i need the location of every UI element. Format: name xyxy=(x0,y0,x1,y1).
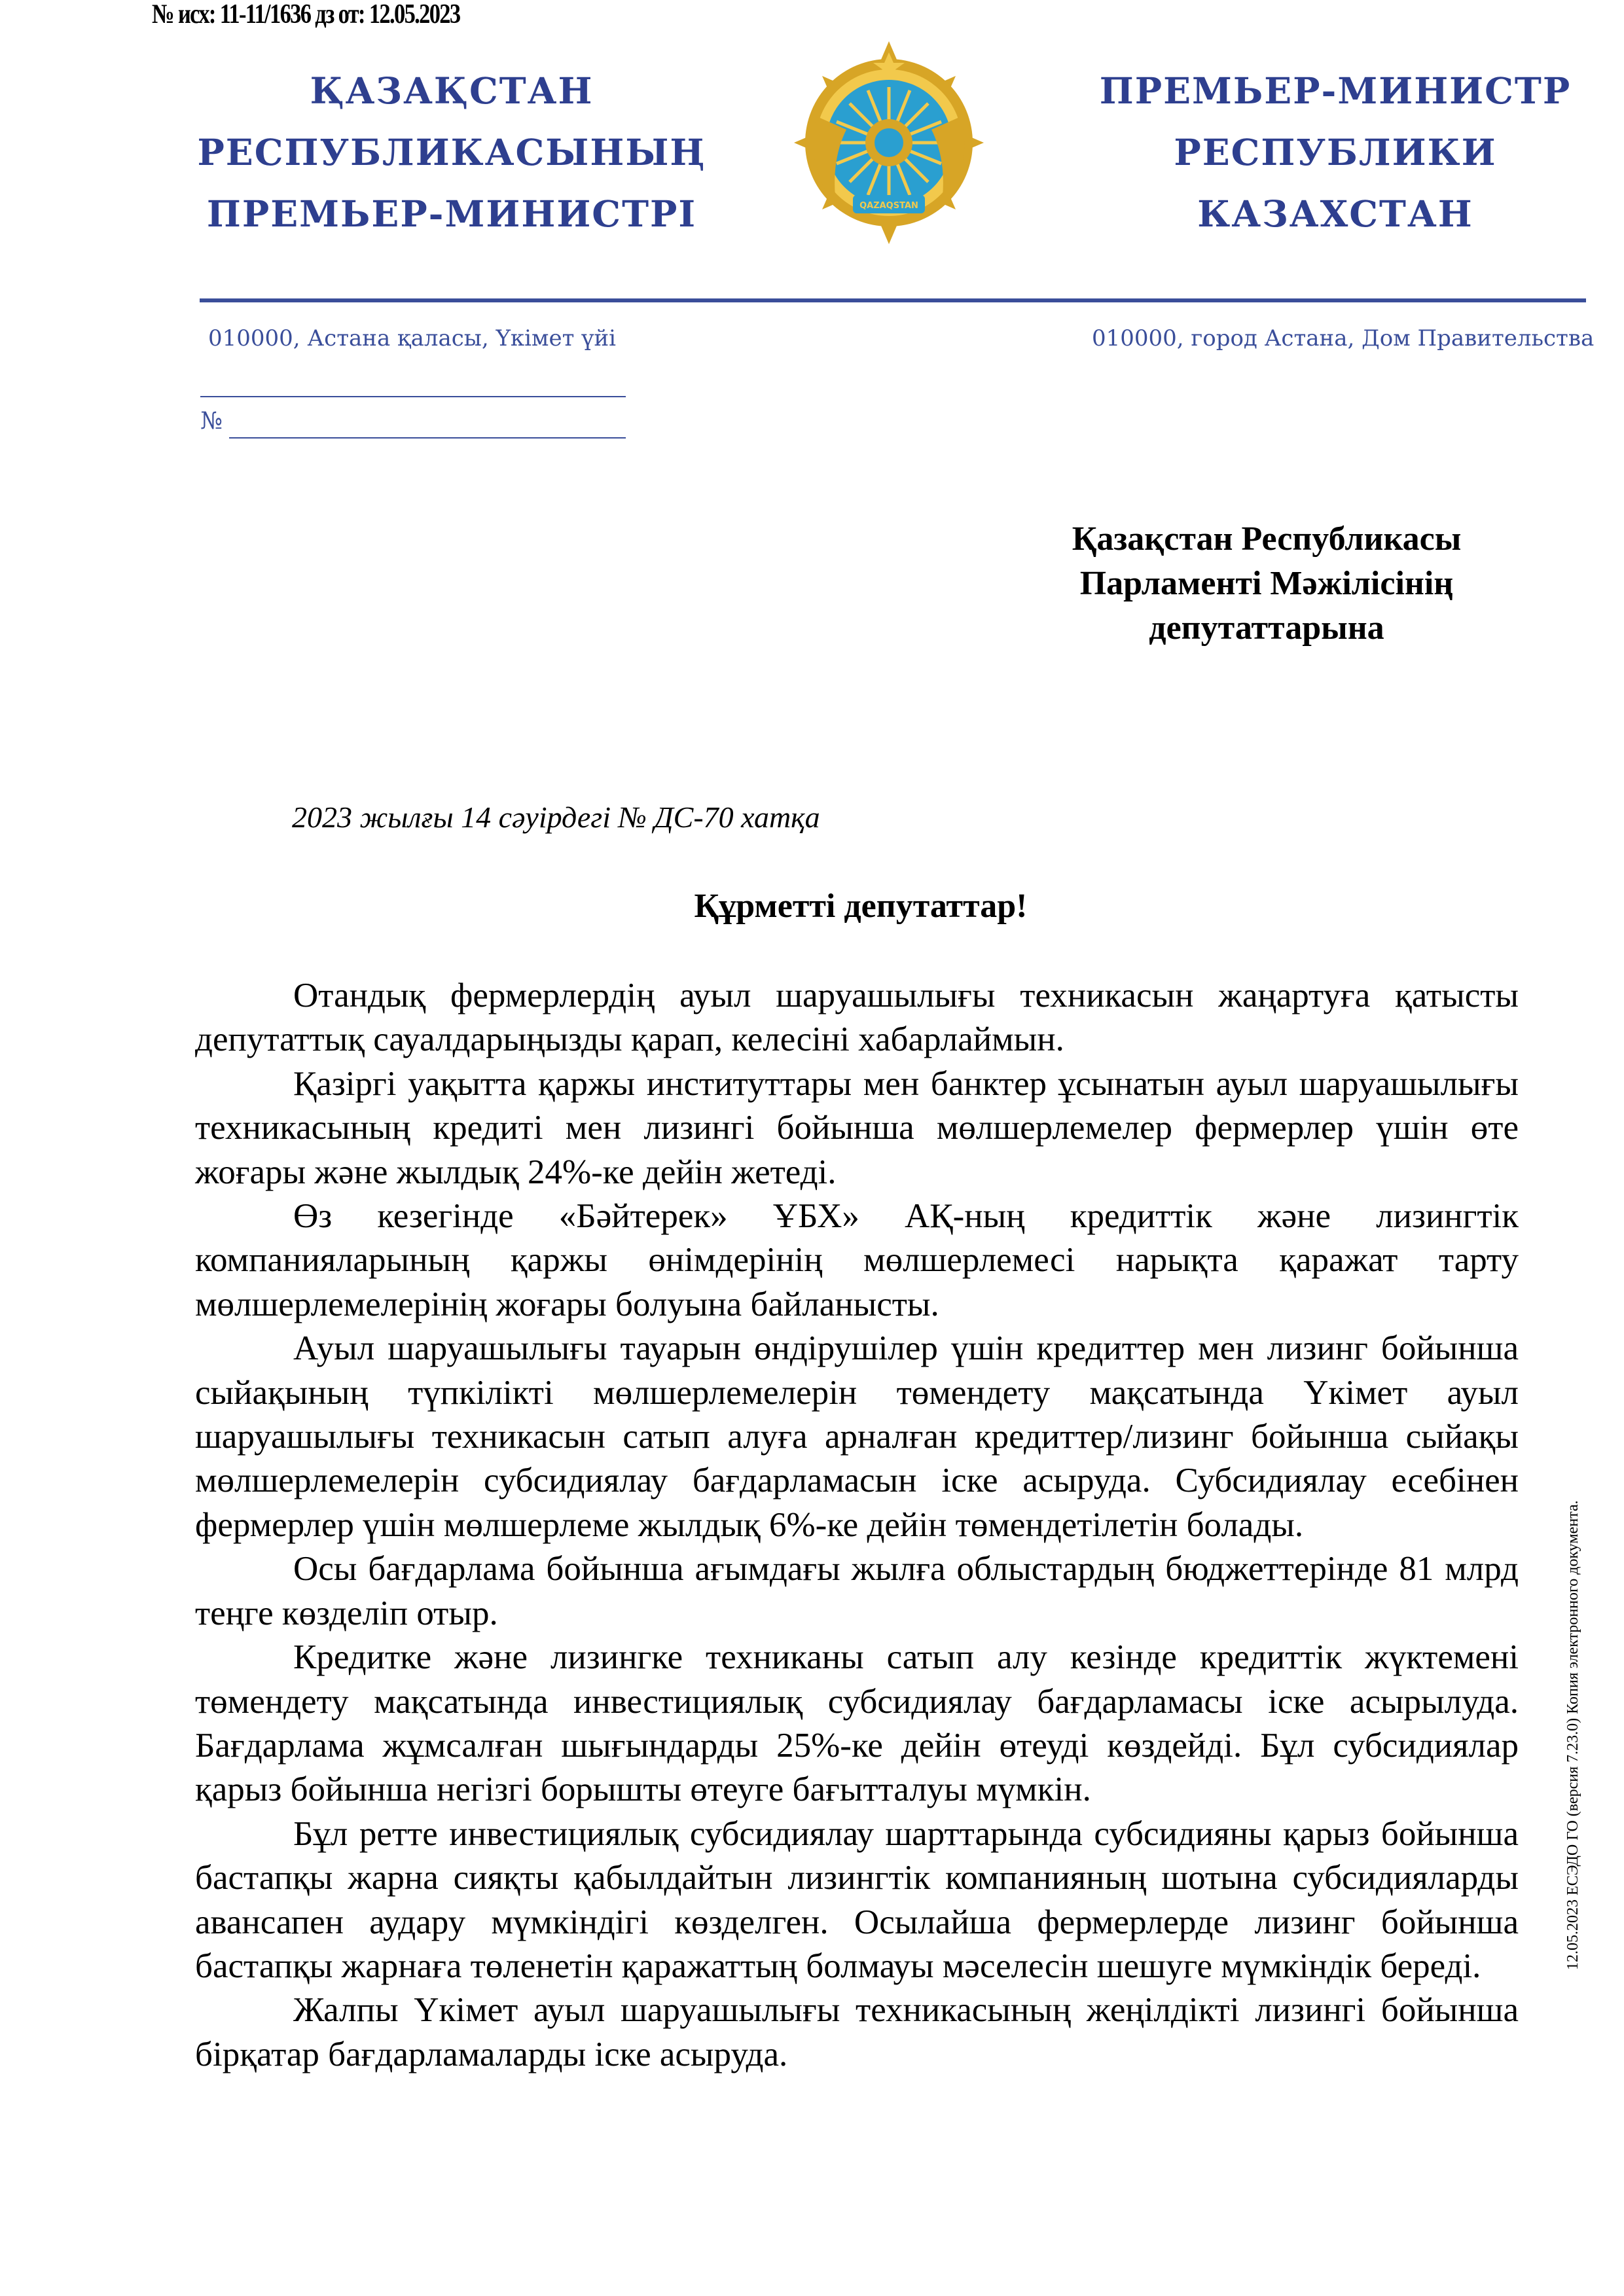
recipient-line-3: депутаттарына xyxy=(1149,609,1384,647)
address-russian: 010000, город Астана, Дом Правительства xyxy=(1092,325,1595,351)
electronic-copy-note: 12.05.2023 ЕСЭДО ГО (версия 7.23.0) Копия электронного документа. xyxy=(1564,1500,1581,1970)
paragraph: Бұл ретте инвестициялық субсидиялау шарттарында субсидияны қарыз бойынша бастапқы жарна сияқты қабылдайтын лизингтік компанияның шотына субсидияларды авансапен аудару мүмкіндігі көзделген. Осылайша фермерлерде лизинг бойынша бастапқы жарнаға төленетін қаражаттың болмауы мәселесін шешуге мүмкіндік береді. xyxy=(195,1814,1519,1985)
header-right-line-1: ПРЕМЬЕР-МИНИСТР xyxy=(1099,69,1572,112)
paragraph: Осы бағдарлама бойынша ағымдағы жылға облыстардың бюджеттерінде 81 млрд теңге көзделіп отыр. xyxy=(195,1550,1519,1632)
header-divider xyxy=(200,298,1586,302)
salutation: Құрметті депутаттар! xyxy=(694,888,1028,925)
reference-line: 2023 жылғы 14 сәуірдегі № ДС-70 хатқа xyxy=(292,800,820,834)
state-emblem-icon xyxy=(791,38,987,247)
emblem-text: QAZAQSTAN xyxy=(859,201,918,211)
paragraph: Жалпы Үкімет ауыл шаруашылығы техникасының жеңілдікті лизингі бойынша бірқатар бағдарламаларды іске асыруда. xyxy=(195,1991,1519,2073)
header-left-line-1: ҚАЗАҚСТАН xyxy=(310,69,594,112)
paragraph: Қазіргі уақытта қаржы институттары мен банктер ұсынатын ауыл шаруашылығы техникасының кредиті мен лизингі бойынша мөлшерлемелер фермерлер үшін өте жоғары және жылдық 24%-ке дейін жетеді. xyxy=(195,1064,1519,1191)
date-line xyxy=(200,396,626,397)
header-left-line-3: ПРЕМЬЕР-МИНИСТРІ xyxy=(206,192,697,235)
outgoing-number: № исх: 11-11/1636 дз от: 12.05.2023 xyxy=(152,0,460,29)
paragraph: Кредитке және лизингке техниканы сатып алу кезінде кредиттік жүктемені төмендету мақсатында инвестициялық субсидиялау бағдарламасы іске асырылуда. Бағдарлама жұмсалған шығындарды 25%-ке дейін өтеуді көздейді. Бұл субсидиялар қарыз бойынша негізгі борышты өтеуге бағытталуы мүмкін. xyxy=(195,1638,1519,1809)
header-left-line-2: РЕСПУБЛИКАСЫНЫҢ xyxy=(197,131,706,173)
header-kazakh-title xyxy=(196,60,707,245)
letter-body xyxy=(195,974,1519,2077)
recipient-line-1: Қазақстан Республикасы xyxy=(1072,520,1462,558)
address-kazakh: 010000, Астана қаласы, Үкімет үйі xyxy=(208,325,616,351)
recipient-line-2: Парламенті Мәжілісінің xyxy=(1079,565,1454,602)
header-right-line-3: КАЗАХСТАН xyxy=(1197,192,1473,235)
number-line xyxy=(229,437,626,439)
paragraph: Отандық фермерлердің ауыл шаруашылығы техникасын жаңартуға қатысты депутаттық сауалдарыңызды қарап, келесіні хабарлаймын. xyxy=(195,977,1519,1059)
paragraph: Өз кезегінде «Бәйтерек» ҰБХ» АҚ-ның кредиттік және лизингтік компанияларының қаржы өнімдерінің мөлшерлемесі нарықта қаражат тарту мөлшерлемелерінің жоғары болуына байланысты. xyxy=(195,1197,1519,1323)
paragraph: Ауыл шаруашылығы тауарын өндірушілер үшін кредиттер мен лизинг бойынша сыйақының түпкілікті мөлшерлемелерін төмендету мақсатында Үкімет ауыл шаруашылығы техникасын сатып алуға арналған кредиттер/лизинг бойынша сыйақы мөлшерлемелерін субсидиялау бағдарламасын іске асыруда. Субсидиялау есебінен фермерлер үшін мөлшерлеме жылдық 6%-ке дейін төмендетілетін болады. xyxy=(195,1329,1519,1544)
header-russian-title xyxy=(1080,60,1591,245)
header-right-line-2: РЕСПУБЛИКИ xyxy=(1174,131,1497,173)
number-label: № xyxy=(200,408,223,435)
recipient-block xyxy=(956,517,1578,651)
